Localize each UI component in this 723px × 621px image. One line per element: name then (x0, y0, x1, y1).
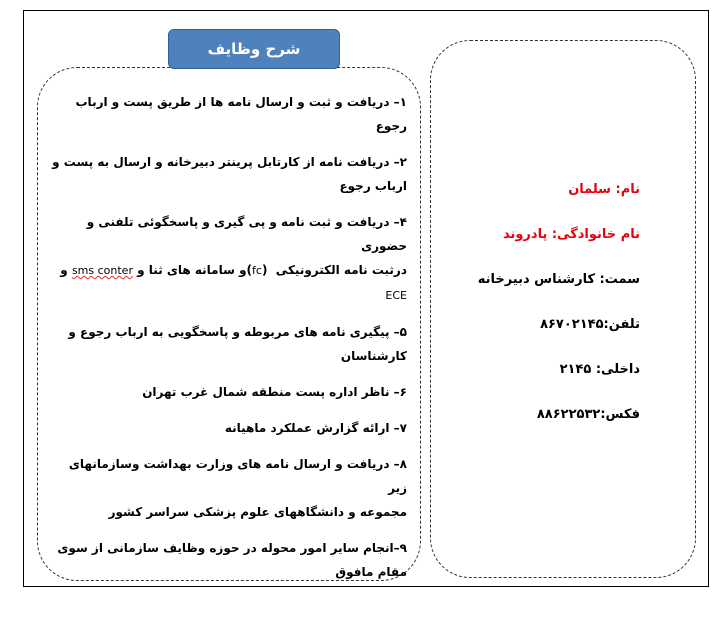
contact-position: سمت: کارشناس دبیرخانه (477, 272, 640, 287)
duty-2: ۲– دریافت نامه از کارتابل پرینتر دبیرخانه و ارسال به پست و ارباب رجوع (52, 155, 407, 193)
sms-center-term: sms conter (71, 264, 133, 277)
duty-4: ۴– دریافت و ثبت نامه و پی گیری و پاسخگوئی تلفنی و حضوری درثبت نامه الکترونیکی (fc)و سامانه های ثنا و sms conter و ECE (52, 210, 407, 308)
duties-title: شرح وظایف (168, 29, 340, 69)
contact-fax: فکس:۸۸۶۲۲۵۳۲ (536, 407, 640, 422)
contact-info (440, 182, 640, 452)
duties-list (52, 90, 407, 596)
duty-7: ۷– ارائه گزارش عملکرد ماهیانه (224, 421, 407, 435)
duty-1: ۱– دریافت و ثبت و ارسال نامه ها از طریق پست و ارباب رجوع (75, 95, 407, 133)
duty-5: ۵– پیگیری نامه های مربوطه و پاسخگویی به ارباب رجوع و کارشناسان (68, 325, 407, 363)
duty-9: ۹–انجام سایر امور محوله در حوزه وظایف سازمانی از سوی مقام مافوق (57, 541, 407, 579)
duty-8: ۸– دریافت و ارسال نامه های وزارت بهداشت وسازمانهای زیر مجموعه و دانشگاههای علوم پزشکی سراسر کشور (68, 457, 407, 519)
contact-phone: تلفن:۸۶۷۰۲۱۴۵ (540, 317, 640, 332)
contact-name: نام: سلمان (568, 182, 640, 197)
duty-4-line-2: درثبت نامه الکترونیکی (fc)و سامانه های ثنا و sms conter و (60, 263, 407, 277)
contact-internal: داخلی: ۲۱۴۵ (559, 362, 640, 377)
contact-family: نام خانوادگی: پادروند (502, 227, 640, 242)
duty-6: ۶– ناظر اداره پست منطقه شمال غرب تهران (142, 385, 407, 399)
